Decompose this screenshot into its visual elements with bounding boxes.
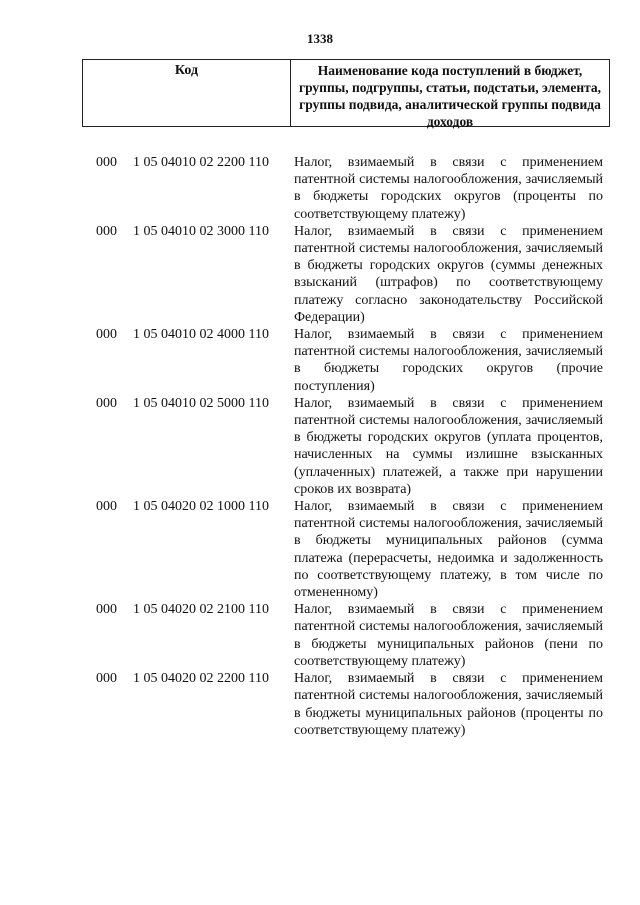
header-name-column: Наименование кода поступлений в бюджет, группы, подгруппы, статьи, подстатьи, элемента, группы подвида, аналитической группы подвида доходов	[298, 63, 602, 129]
revenue-code: 1 05 04020 02 2200 110	[133, 671, 269, 687]
table-row	[0, 395, 640, 498]
table-row	[0, 601, 640, 670]
admin-code: 000	[96, 223, 117, 239]
revenue-code: 1 05 04010 02 4000 110	[133, 327, 269, 343]
revenue-code: 1 05 04010 02 5000 110	[133, 395, 269, 411]
header-code-column: Код	[83, 60, 291, 126]
admin-code: 000	[96, 395, 117, 411]
revenue-description: Налог, взимаемый в связи с применением патентной системы налогообложения, зачисляемый в бюджеты городских округов (проценты по соответствующему платежу)	[294, 155, 603, 222]
revenue-description: Налог, взимаемый в связи с применением патентной системы налогообложения, зачисляемый в бюджеты муниципальных районов (пени по соответствующему платежу)	[294, 602, 603, 669]
table-row	[0, 154, 640, 223]
table-row	[0, 223, 640, 326]
revenue-code: 1 05 04020 02 1000 110	[133, 499, 269, 515]
revenue-code-list	[0, 154, 640, 739]
admin-code: 000	[96, 327, 117, 343]
admin-code: 000	[96, 155, 117, 170]
revenue-code: 1 05 04010 02 3000 110	[133, 223, 269, 239]
table-row	[0, 326, 640, 395]
admin-code: 000	[96, 671, 117, 687]
revenue-description: Налог, взимаемый в связи с применением патентной системы налогообложения, зачисляемый в бюджеты городских округов (уплата процентов, начисленных на суммы излишне взысканных (уплаченных) платежей, а также при нарушении сроков их возврата)	[294, 395, 603, 497]
admin-code: 000	[96, 499, 117, 515]
revenue-code: 1 05 04010 02 2200 110	[133, 155, 269, 170]
page-number: 1338	[307, 31, 333, 46]
table-row	[0, 670, 640, 739]
revenue-description: Налог, взимаемый в связи с применением патентной системы налогообложения, зачисляемый в бюджеты муниципальных районов (сумма платежа (перерасчеты, недоимка и задолженность по соответствующему платежу, в том числе по отмененному)	[294, 499, 603, 601]
revenue-description: Налог, взимаемый в связи с применением патентной системы налогообложения, зачисляемый в бюджеты городских округов (прочие поступления)	[294, 327, 603, 394]
revenue-code: 1 05 04020 02 2100 110	[133, 602, 269, 618]
table-header	[82, 59, 610, 127]
admin-code: 000	[96, 602, 117, 618]
revenue-description: Налог, взимаемый в связи с применением патентной системы налогообложения, зачисляемый в бюджеты городских округов (суммы денежных взысканий (штрафов) по соответствующему платежу согласно законодательству Российской Федерации)	[294, 223, 603, 325]
revenue-description: Налог, взимаемый в связи с применением патентной системы налогообложения, зачисляемый в бюджеты муниципальных районов (проценты по соответствующему платежу)	[294, 671, 603, 738]
table-row	[0, 498, 640, 601]
